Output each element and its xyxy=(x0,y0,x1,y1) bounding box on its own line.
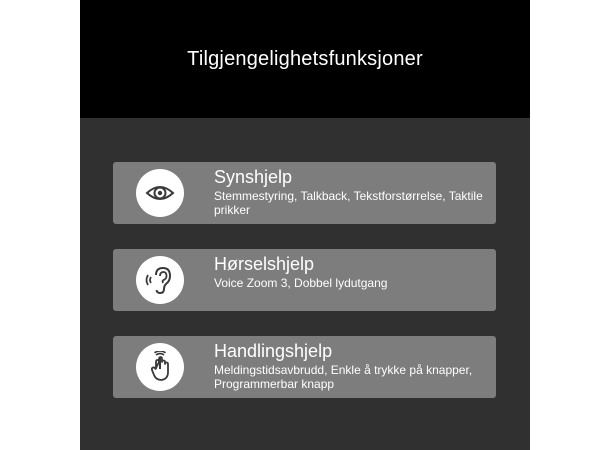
accessibility-panel xyxy=(80,0,530,450)
card-description: Voice Zoom 3, Dobbel lydutgang xyxy=(214,276,388,290)
ear-icon xyxy=(136,256,184,304)
header-bar xyxy=(80,0,530,118)
card-description: Stemmestyring, Talkback, Tekstforstørrelse, Taktile prikker xyxy=(214,189,483,217)
card-title: Synshjelp xyxy=(214,167,293,187)
card-title: Handlingshjelp xyxy=(214,341,333,361)
hand-icon xyxy=(136,343,184,391)
hearing-assist-card[interactable] xyxy=(113,249,496,311)
card-description: Meldingstidsavbrudd, Enkle å trykke på knapper, Programmerbar knapp xyxy=(214,363,473,391)
page-title: Tilgjengelighetsfunksjoner xyxy=(187,48,423,70)
card-title: Hørselshjelp xyxy=(214,254,315,274)
action-assist-card[interactable] xyxy=(113,336,496,398)
eye-icon xyxy=(136,169,184,217)
vision-assist-card[interactable] xyxy=(113,162,496,224)
